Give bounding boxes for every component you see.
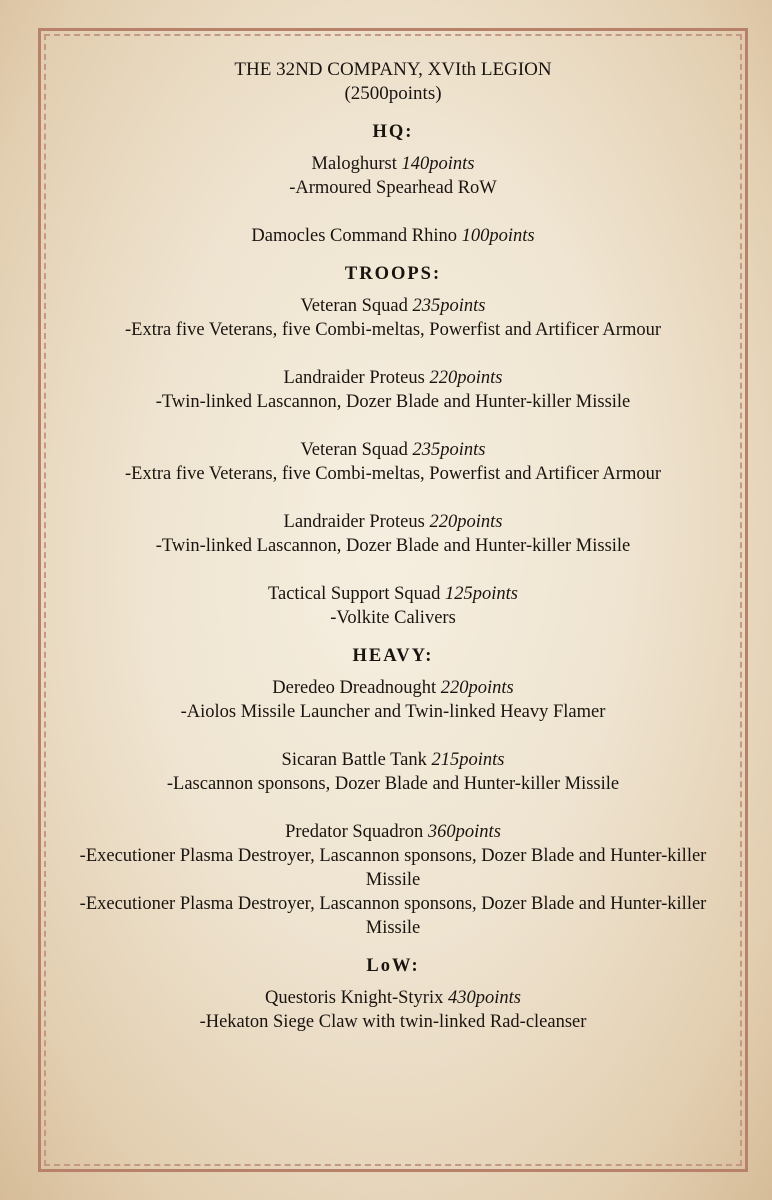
unit-line bbox=[60, 582, 726, 606]
unit-line bbox=[60, 366, 726, 390]
unit-entry bbox=[60, 510, 726, 558]
unit-points: 235points bbox=[412, 296, 486, 316]
unit-option: -Twin-linked Lascannon, Dozer Blade and Hunter-killer Missile bbox=[155, 392, 631, 412]
section-heading: TROOPS: bbox=[344, 264, 442, 284]
unit-name: Questoris Knight-Styrix bbox=[265, 988, 444, 1008]
unit-points: 360points bbox=[427, 822, 501, 842]
unit-points: 220points bbox=[429, 368, 503, 388]
unit-line bbox=[60, 224, 726, 248]
unit-line bbox=[60, 510, 726, 534]
unit-line bbox=[60, 152, 726, 176]
unit-name: Damocles Command Rhino bbox=[251, 226, 457, 246]
unit-name: Predator Squadron bbox=[285, 822, 424, 842]
unit-line bbox=[60, 820, 726, 844]
unit-points: 235points bbox=[412, 440, 486, 460]
unit-name: Tactical Support Squad bbox=[268, 584, 441, 604]
unit-option: -Aiolos Missile Launcher and Twin-linked Heavy Flamer bbox=[180, 702, 606, 722]
unit-points: 100points bbox=[461, 226, 535, 246]
unit-option: -Extra five Veterans, five Combi-meltas, Powerfist and Artificer Armour bbox=[124, 320, 661, 340]
unit-name: Landraider Proteus bbox=[283, 512, 425, 532]
unit-name: Landraider Proteus bbox=[283, 368, 425, 388]
unit-entry bbox=[60, 676, 726, 724]
unit-entry bbox=[60, 748, 726, 796]
unit-option: -Executioner Plasma Destroyer, Lascannon sponsons, Dozer Blade and Hunter-killer Missile bbox=[79, 846, 707, 890]
unit-name: Veteran Squad bbox=[300, 440, 408, 460]
unit-name: Sicaran Battle Tank bbox=[281, 750, 427, 770]
unit-option: -Extra five Veterans, five Combi-meltas, Powerfist and Artificer Armour bbox=[124, 464, 661, 484]
unit-line bbox=[60, 748, 726, 772]
unit-option: -Lascannon sponsons, Dozer Blade and Hunter-killer Missile bbox=[166, 774, 620, 794]
unit-option: -Volkite Calivers bbox=[330, 608, 456, 628]
document-title: THE 32ND COMPANY, XVIth LEGION bbox=[234, 59, 552, 80]
unit-entry bbox=[60, 366, 726, 414]
section-heading: HQ: bbox=[372, 122, 414, 142]
unit-option: -Executioner Plasma Destroyer, Lascannon sponsons, Dozer Blade and Hunter-killer Missile bbox=[79, 894, 707, 938]
unit-entry bbox=[60, 224, 726, 248]
unit-points: 430points bbox=[447, 988, 521, 1008]
army-list bbox=[60, 58, 726, 1034]
unit-option: -Hekaton Siege Claw with twin-linked Rad-cleanser bbox=[199, 1012, 587, 1032]
section-heading: LoW: bbox=[366, 956, 420, 976]
unit-points: 220points bbox=[440, 678, 514, 698]
unit-line bbox=[60, 438, 726, 462]
unit-points: 125points bbox=[445, 584, 518, 604]
unit-entry bbox=[60, 820, 726, 940]
unit-option: -Twin-linked Lascannon, Dozer Blade and Hunter-killer Missile bbox=[155, 536, 631, 556]
unit-option: -Armoured Spearhead RoW bbox=[289, 178, 497, 198]
unit-points: 140points bbox=[401, 154, 475, 174]
unit-line bbox=[60, 986, 726, 1010]
unit-name: Veteran Squad bbox=[300, 296, 408, 316]
unit-name: Deredeo Dreadnought bbox=[272, 678, 437, 698]
document-subtitle: (2500points) bbox=[344, 83, 442, 104]
section-heading: HEAVY: bbox=[352, 646, 434, 666]
unit-entry bbox=[60, 152, 726, 200]
unit-line bbox=[60, 676, 726, 700]
unit-entry bbox=[60, 986, 726, 1034]
sections-container bbox=[60, 120, 726, 1034]
unit-entry bbox=[60, 294, 726, 342]
unit-points: 220points bbox=[429, 512, 503, 532]
unit-entry bbox=[60, 582, 726, 630]
unit-entry bbox=[60, 438, 726, 486]
unit-name: Maloghurst bbox=[311, 154, 397, 174]
unit-points: 215points bbox=[431, 750, 505, 770]
unit-line bbox=[60, 294, 726, 318]
